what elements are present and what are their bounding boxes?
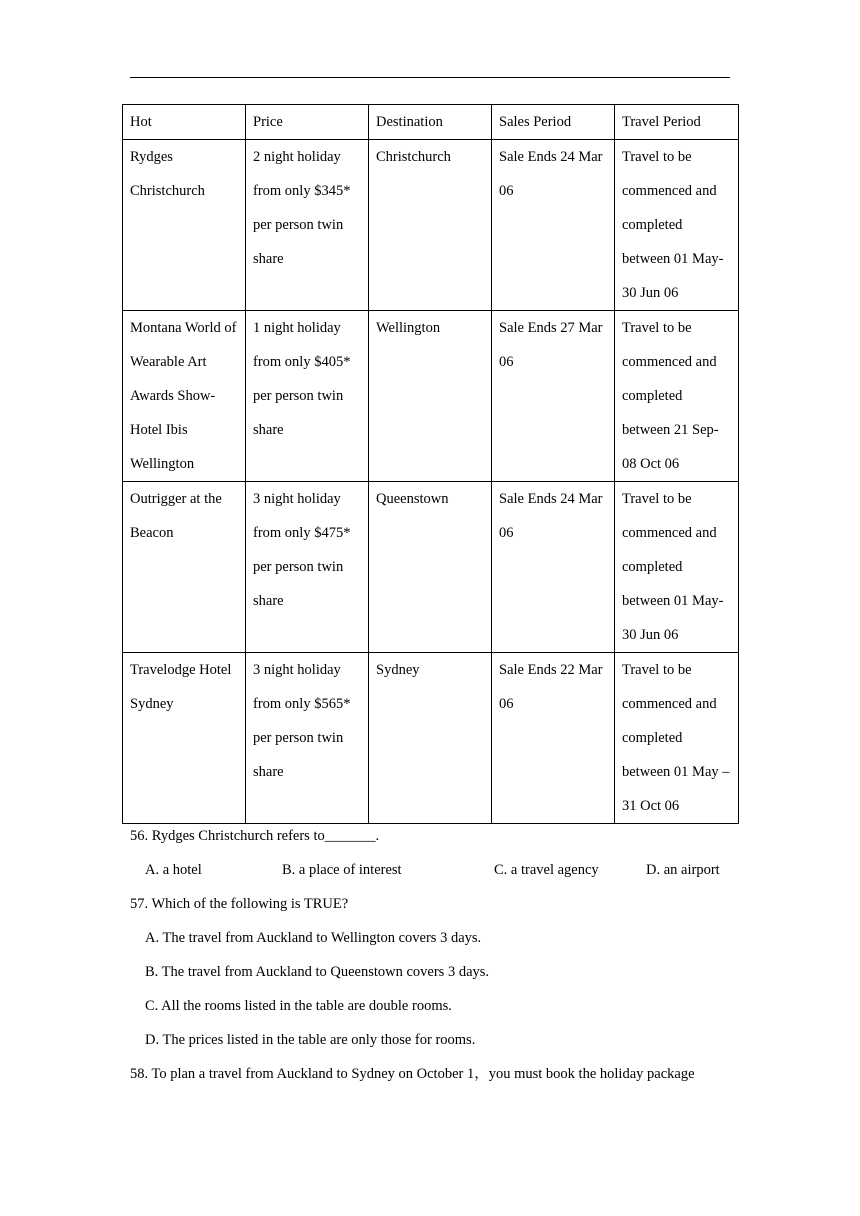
cell-destination: Wellington [369, 311, 492, 482]
cell-price: 3 night holiday from only $475* per person twin share [246, 482, 369, 653]
cell-price: 1 night holiday from only $405* per person twin share [246, 311, 369, 482]
option-d[interactable]: D. an airport [646, 862, 720, 878]
header-rule [130, 77, 730, 78]
question-56-options [130, 853, 740, 887]
option-d[interactable]: D. The prices listed in the table are only those for rooms. [145, 1032, 476, 1048]
table-header-row [123, 105, 739, 140]
cell-travel-period: Travel to be commenced and completed between 01 May-30 Jun 06 [615, 482, 739, 653]
cell-destination: Christchurch [369, 140, 492, 311]
question-57-stem: 57. Which of the following is TRUE? [130, 896, 349, 912]
question-56-stem: 56. Rydges Christchurch refers to_______. [130, 828, 380, 844]
table-row [123, 653, 739, 824]
header-destination: Destination [369, 105, 492, 140]
cell-travel-period: Travel to be commenced and completed between 01 May-30 Jun 06 [615, 140, 739, 311]
cell-travel-period: Travel to be commenced and completed between 01 May –31 Oct 06 [615, 653, 739, 824]
table-row [123, 311, 739, 482]
cell-sales-period: Sale Ends 22 Mar 06 [492, 653, 615, 824]
cell-destination: Queenstown [369, 482, 492, 653]
questions-section [130, 819, 740, 1091]
cell-destination: Sydney [369, 653, 492, 824]
option-b[interactable]: B. a place of interest [282, 862, 402, 878]
cell-price: 2 night holiday from only $345* per person twin share [246, 140, 369, 311]
cell-price: 3 night holiday from only $565* per person twin share [246, 653, 369, 824]
cell-hotel: Montana World of Wearable Art Awards Show-Hotel Ibis Wellington [123, 311, 246, 482]
cell-sales-period: Sale Ends 24 Mar 06 [492, 482, 615, 653]
option-c[interactable]: C. All the rooms listed in the table are double rooms. [145, 998, 452, 1014]
holiday-deals-table [122, 104, 739, 824]
cell-sales-period: Sale Ends 27 Mar 06 [492, 311, 615, 482]
cell-hotel: Travelodge Hotel Sydney [123, 653, 246, 824]
header-hotel: Hot [123, 105, 246, 140]
header-sales-period: Sales Period [492, 105, 615, 140]
option-c[interactable]: C. a travel agency [494, 862, 599, 878]
question-58-stem: 58. To plan a travel from Auckland to Sydney on October 1，you must book the holiday package [130, 1066, 695, 1082]
option-a[interactable]: A. The travel from Auckland to Wellington covers 3 days. [145, 930, 482, 946]
cell-hotel: Outrigger at the Beacon [123, 482, 246, 653]
option-a[interactable]: A. a hotel [145, 862, 202, 878]
header-travel-period: Travel Period [615, 105, 739, 140]
cell-sales-period: Sale Ends 24 Mar 06 [492, 140, 615, 311]
option-b[interactable]: B. The travel from Auckland to Queenstown covers 3 days. [145, 964, 490, 980]
header-price: Price [246, 105, 369, 140]
table-row [123, 482, 739, 653]
cell-travel-period: Travel to be commenced and completed between 21 Sep-08 Oct 06 [615, 311, 739, 482]
cell-hotel: Rydges Christchurch [123, 140, 246, 311]
table-row [123, 140, 739, 311]
